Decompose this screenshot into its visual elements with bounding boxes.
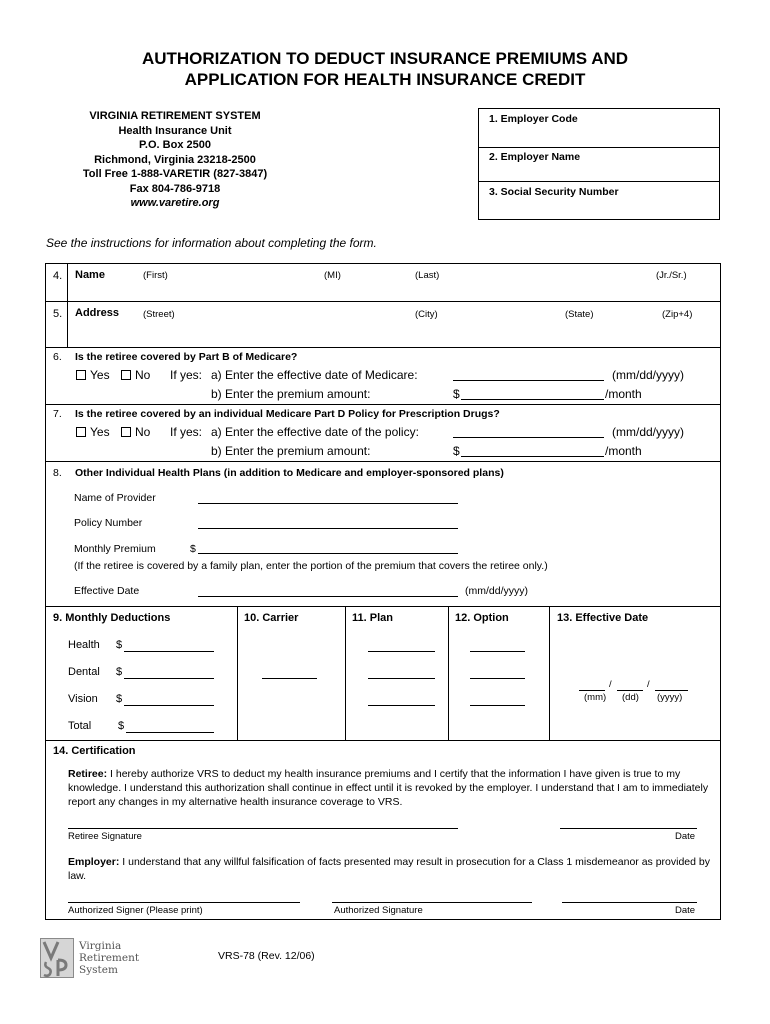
form-title-line1: AUTHORIZATION TO DEDUCT INSURANCE PREMIUMS AND (141, 49, 629, 68)
medicare-b-yes-option[interactable]: Yes (76, 368, 110, 382)
policy-number-label: Policy Number (74, 517, 143, 529)
authorized-signature-input[interactable] (332, 902, 532, 903)
instructions-text: See the instructions for information about completing the form. (46, 236, 377, 250)
retiree-certification-text: Retiree: I hereby authorize VRS to deduct my health insurance premiums and I certify that the information I have given is true to my knowledge. I understand this authorization shall continue in effect until it is revoked by the employer. I understand that I am to immediately report any changes in my alternative health insurance coverage to VRS. (68, 768, 709, 808)
agency-unit: Health Insurance Unit (118, 124, 232, 137)
effective-date-input[interactable] (198, 596, 458, 597)
certification-heading: 14. Certification (53, 745, 136, 757)
medicare-b-date-label: a) Enter the effective date of Medicare: (211, 368, 418, 382)
other-plans-number: 8. (53, 467, 62, 479)
dental-option-input[interactable] (470, 678, 525, 679)
medicare-b-premium-label: b) Enter the premium amount: (211, 387, 371, 401)
employer-info-box (478, 108, 720, 220)
policy-number-input[interactable] (198, 528, 458, 529)
agency-toll-free: Toll Free 1-888-VARETIR (827-3847) (82, 168, 268, 180)
effective-month-input[interactable] (579, 690, 605, 691)
medicare-b-if-yes: If yes: (170, 368, 203, 382)
yyyy-label: (yyyy) (657, 692, 683, 703)
authorized-signature-label: Authorized Signature (334, 905, 423, 916)
total-amount-input[interactable] (126, 732, 214, 733)
city-field[interactable]: (City) (415, 309, 438, 320)
medicare-b-number: 6. (53, 351, 62, 363)
suffix-field[interactable]: (Jr./Sr.) (656, 270, 687, 281)
provider-input[interactable] (198, 503, 458, 504)
retiree-signature-input[interactable] (68, 828, 458, 829)
date-slash-1: / (609, 679, 612, 690)
agency-header (40, 109, 310, 211)
vision-dollar: $ (116, 693, 123, 705)
plan-header: 11. Plan (352, 612, 393, 624)
effective-year-input[interactable] (655, 690, 688, 691)
monthly-premium-dollar: $ (190, 543, 196, 555)
name-row-number: 4. (53, 270, 63, 282)
medicare-d-premium-input[interactable] (461, 456, 604, 457)
agency-web: www.varetire.org (130, 197, 220, 209)
medicare-b-per-month: /month (605, 387, 642, 401)
monthly-premium-input[interactable] (198, 553, 458, 554)
effective-day-input[interactable] (617, 690, 643, 691)
vision-plan-input[interactable] (368, 705, 435, 706)
provider-label: Name of Provider (74, 492, 156, 504)
effective-date-unit: (mm/dd/yyyy) (465, 585, 528, 597)
vrs-logo-icon (40, 938, 74, 978)
dental-label: Dental (68, 666, 100, 678)
agency-city: Richmond, Virginia 23218-2500 (94, 153, 256, 166)
agency-name: VIRGINIA RETIREMENT SYSTEM (89, 110, 261, 122)
last-name-field[interactable]: (Last) (415, 270, 440, 281)
medicare-d-no-checkbox[interactable] (121, 427, 131, 437)
medicare-d-yes-option[interactable]: Yes (76, 425, 110, 439)
medicare-b-question: Is the retiree covered by Part B of Medicare? (75, 351, 298, 363)
state-field[interactable]: (State) (565, 309, 594, 320)
dd-label: (dd) (622, 692, 639, 703)
health-dollar: $ (116, 639, 123, 651)
zip-field[interactable]: (Zip+4) (662, 309, 693, 320)
medicare-b-no-option[interactable]: No (121, 368, 150, 382)
health-plan-input[interactable] (368, 651, 435, 652)
other-plans-heading: Other Individual Health Plans (in addition to Medicare and employer-sponsored plans) (75, 467, 504, 479)
medicare-d-date-input[interactable] (453, 437, 604, 438)
medicare-b-date-input[interactable] (453, 380, 604, 381)
dental-dollar: $ (116, 666, 123, 678)
address-label: Address (75, 307, 120, 319)
retiree-signature-label: Retiree Signature (68, 831, 142, 842)
medicare-d-if-yes: If yes: (170, 425, 203, 439)
medicare-d-question: Is the retiree covered by an individual Medicare Part D Policy for Prescription Drugs? (75, 408, 500, 420)
monthly-premium-label: Monthly Premium (74, 543, 156, 555)
employer-code-field[interactable]: 1. Employer Code (489, 113, 578, 125)
carrier-header: 10. Carrier (244, 612, 299, 624)
employer-date-input[interactable] (562, 902, 697, 903)
retiree-date-label: Date (675, 831, 696, 842)
medicare-d-dollar: $ (453, 444, 460, 458)
vision-option-input[interactable] (470, 705, 525, 706)
medicare-d-yes-checkbox[interactable] (76, 427, 86, 437)
family-plan-note: (If the retiree is covered by a family plan, enter the portion of the premium that covers the retiree only.) (74, 560, 548, 572)
ssn-field[interactable]: 3. Social Security Number (489, 186, 619, 198)
agency-fax: Fax 804-786-9718 (129, 182, 221, 195)
medicare-b-no-checkbox[interactable] (121, 370, 131, 380)
medicare-d-premium-label: b) Enter the premium amount: (211, 444, 371, 458)
total-label: Total (68, 720, 92, 732)
authorized-signer-input[interactable] (68, 902, 300, 903)
vision-label: Vision (68, 693, 98, 705)
form-title-line2: APPLICATION FOR HEALTH INSURANCE CREDIT (184, 70, 586, 89)
medicare-b-premium-input[interactable] (461, 399, 604, 400)
medicare-d-per-month: /month (605, 444, 642, 458)
option-header: 12. Option (455, 612, 509, 624)
employer-name-field[interactable]: 2. Employer Name (489, 151, 581, 163)
first-name-field[interactable]: (First) (143, 270, 168, 281)
dental-carrier-input[interactable] (262, 678, 317, 679)
authorized-signer-label: Authorized Signer (Please print) (68, 905, 203, 916)
vrs-logo-text: Virginia Retirement System (79, 940, 140, 976)
agency-po-box: P.O. Box 2500 (139, 139, 211, 151)
medicare-d-date-label: a) Enter the effective date of the policy: (211, 425, 419, 439)
name-label: Name (75, 269, 105, 281)
effective-date-label: Effective Date (74, 585, 140, 597)
dental-amount-input[interactable] (124, 678, 214, 679)
medicare-d-date-unit: (mm/dd/yyyy) (612, 425, 684, 439)
health-amount-input[interactable] (124, 651, 214, 652)
medicare-b-yes-checkbox[interactable] (76, 370, 86, 380)
vision-amount-input[interactable] (124, 705, 214, 706)
medicare-d-no-option[interactable]: No (121, 425, 150, 439)
medicare-b-dollar: $ (453, 387, 460, 401)
health-option-input[interactable] (470, 651, 525, 652)
mm-label: (mm) (584, 692, 607, 703)
effective-date-header: 13. Effective Date (557, 612, 649, 624)
health-label: Health (68, 639, 100, 651)
monthly-deductions-header: 9. Monthly Deductions (53, 612, 171, 624)
middle-initial-field[interactable]: (MI) (324, 270, 341, 281)
form-id: VRS-78 (Rev. 12/06) (218, 950, 315, 962)
street-field[interactable]: (Street) (143, 309, 175, 320)
medicare-b-date-unit: (mm/dd/yyyy) (612, 368, 684, 382)
retiree-date-input[interactable] (560, 828, 697, 829)
date-slash-2: / (647, 679, 650, 690)
address-row-number: 5. (53, 308, 63, 320)
medicare-d-number: 7. (53, 408, 62, 420)
employer-certification-text: Employer: I understand that any willful falsification of facts presented may result in prosecution for a Class 1 misdemeanor as provided by law. (68, 856, 710, 882)
total-dollar: $ (118, 720, 125, 732)
dental-plan-input[interactable] (368, 678, 435, 679)
employer-date-label: Date (675, 905, 696, 916)
